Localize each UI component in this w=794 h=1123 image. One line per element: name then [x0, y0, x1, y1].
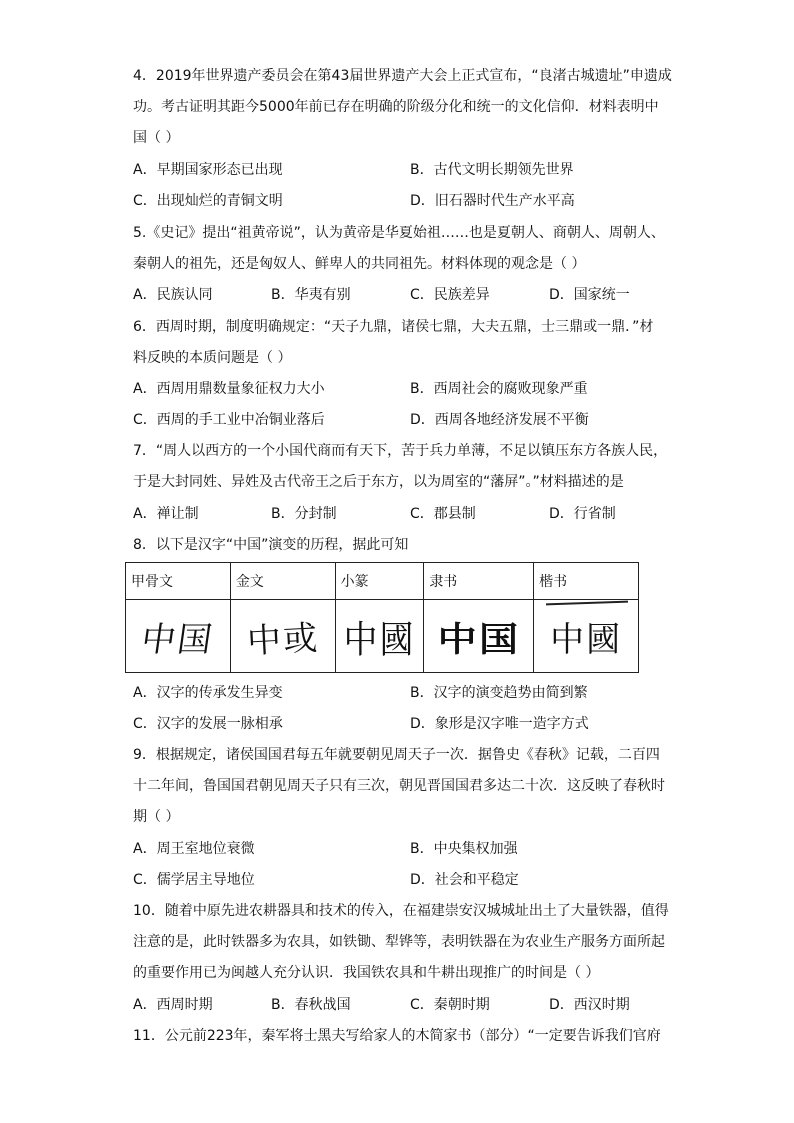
q8-option-a[interactable]: A．汉字的传承发生异变 [133, 685, 283, 701]
header-clerical: 隶书 [424, 563, 534, 600]
q9-option-a[interactable]: A．周王室地位衰微 [133, 841, 255, 857]
oracle-bone-glyph: 中国 [138, 619, 217, 660]
q4-option-b[interactable]: B．古代文明长期领先世界 [410, 162, 574, 178]
q9-option-d[interactable]: D．社会和平稳定 [410, 872, 519, 888]
q4-option-d[interactable]: D．旧石器时代生产水平高 [410, 193, 575, 209]
q8-line-1: 8．以下是汉字“中国”演变的历程，据此可知 [133, 537, 409, 553]
header-regular: 楷书 [534, 563, 639, 600]
glyph-cell-bronze [230, 600, 335, 673]
header-oracle-bone: 甲骨文 [126, 563, 231, 600]
q5-line-1: 5.《史记》提出“祖黄帝说”，认为黄帝是华夏始祖……也是夏朝人、商朝人、周朝人、 [133, 225, 665, 241]
q9-line-3: 期（ ） [133, 809, 180, 825]
table-glyph-row [126, 600, 639, 673]
q10-option-a[interactable]: A．西周时期 [133, 997, 213, 1013]
q9-option-b[interactable]: B．中央集权加强 [410, 841, 518, 857]
q5-option-d[interactable]: D．国家统一 [549, 287, 630, 303]
q4-line-2: 功。考古证明其距今5000年前已存在明确的阶级分化和统一的文化信仰．材料表明中 [133, 99, 659, 115]
glyph-stroke-line [546, 600, 628, 605]
glyph-cell-regular [534, 600, 639, 673]
header-bronze: 金文 [230, 563, 335, 600]
q5-line-2: 秦朝人的祖先，还是匈奴人、鲜卑人的共同祖先。材料体现的观念是（ ） [133, 256, 586, 272]
q4-option-c[interactable]: C．出现灿烂的青铜文明 [133, 193, 283, 209]
q10-line-1: 10．随着中原先进农耕器具和技术的传入，在福建崇安汉城城址出土了大量铁器，值得 [133, 903, 669, 919]
q7-option-c[interactable]: C．郡县制 [410, 506, 476, 522]
q5-option-b[interactable]: B．华夷有别 [271, 287, 351, 303]
q6-option-a[interactable]: A．西周用鼎数量象征权力大小 [133, 381, 325, 397]
q5-option-c[interactable]: C．民族差异 [410, 287, 490, 303]
regular-glyph: 中國 [550, 619, 623, 660]
q9-line-1: 9．根据规定，诸侯国国君每五年就要朝见周天子一次．据鲁史《春秋》记载，二百四 [133, 747, 660, 763]
glyph-cell-small-seal [335, 600, 424, 673]
bronze-glyph: 中或 [245, 617, 320, 662]
q10-line-2: 注意的是，此时铁器多为农具，如铁锄、犁铧等，表明铁器在为农业生产服务方面所起 [133, 934, 665, 950]
q4-line-3: 国（ ） [133, 130, 180, 146]
table-header-row [126, 563, 639, 600]
q8-option-d[interactable]: D．象形是汉字唯一造字方式 [410, 716, 589, 732]
header-small-seal: 小篆 [335, 563, 424, 600]
q10-option-b[interactable]: B．春秋战国 [271, 997, 351, 1013]
small-seal-glyph: 中國 [343, 617, 416, 662]
q6-option-c[interactable]: C．西周的手工业中冶铜业落后 [133, 412, 325, 428]
q10-option-d[interactable]: D．西汉时期 [549, 997, 630, 1013]
q8-option-c[interactable]: C．汉字的发展一脉相承 [133, 716, 283, 732]
q7-option-d[interactable]: D．行省制 [549, 506, 616, 522]
q6-line-1: 6．西周时期，制度明确规定：“天子九鼎，诸侯七鼎，大夫五鼎，士三鼎或一鼎．”材 [133, 319, 654, 335]
q9-option-c[interactable]: C．儒学居主导地位 [133, 872, 255, 888]
q7-option-b[interactable]: B．分封制 [271, 506, 337, 522]
glyph-cell-oracle-bone [126, 600, 231, 673]
glyph-cell-clerical [424, 600, 534, 673]
q8-option-b[interactable]: B．汉字的演变趋势由简到繁 [410, 685, 588, 701]
script-evolution-table [125, 562, 639, 673]
q6-line-2: 料反映的本质问题是（ ） [133, 350, 292, 366]
q7-line-1: 7．“周人以西方的一个小国代商而有天下，苦于兵力单薄，不足以镇压东方各族人民， [133, 443, 668, 459]
q10-option-c[interactable]: C．秦朝时期 [410, 997, 490, 1013]
q11-line-1: 11．公元前223年，秦军将士黑夫写给家人的木简家书（部分）“一定要告诉我们官府 [133, 1028, 661, 1044]
clerical-glyph: 中国 [437, 619, 521, 660]
q6-option-d[interactable]: D．西周各地经济发展不平衡 [410, 412, 589, 428]
q7-option-a[interactable]: A．禅让制 [133, 506, 199, 522]
q10-line-3: 的重要作用已为闽越人充分认识．我国铁农具和牛耕出现推广的时间是（ ） [133, 965, 600, 981]
q4-option-a[interactable]: A．早期国家形态已出现 [133, 162, 283, 178]
q7-line-2: 于是大封同姓、异姓及古代帝王之后于东方，以为周室的“藩屏”。”材料描述的是 [133, 474, 624, 490]
q5-option-a[interactable]: A．民族认同 [133, 287, 213, 303]
q6-option-b[interactable]: B．西周社会的腐败现象严重 [410, 381, 588, 397]
q4-line-1: 4．2019年世界遗产委员会在第43届世界遗产大会上正式宣布，“良渚古城遗址”申遗成 [133, 68, 672, 84]
q9-line-2: 十二年间，鲁国国君朝见周天子只有三次，朝见晋国国君多达二十次．这反映了春秋时 [133, 778, 665, 794]
regular-glyph-wrap [550, 612, 622, 661]
